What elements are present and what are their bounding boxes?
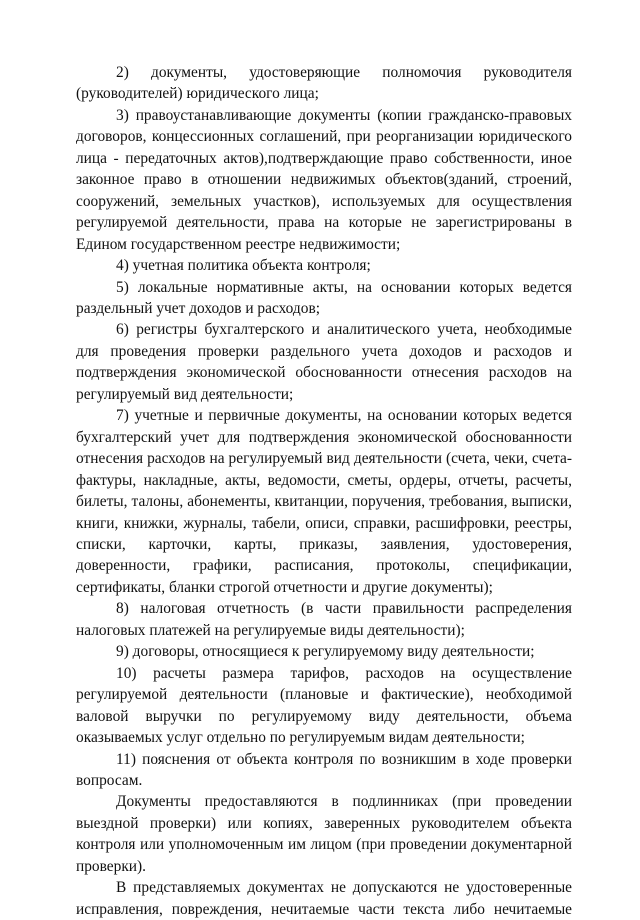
paragraph-item-11: 11) пояснения от объекта контроля по возникшим в ходе проверки вопросам.	[76, 750, 572, 789]
paragraph-item-2: 2) документы, удостоверяющие полномочия руководителя (руководителей) юридического лица;	[76, 64, 572, 103]
paragraph-item-3: 3) правоустанавливающие документы (копии гражданско-правовых договоров, концессионных соглашений, при реорганизации юридического лица - передаточных актов),подтверждающие право собственности, иное законное право в отношении недвижимых объектов(зданий, строений, сооружений, земельных участков), используемых для осуществления регулируемой деятельности, права на которые не зарегистрированы в Едином государственном реестре недвижимости;	[76, 106, 572, 253]
paragraph-item-4: 4) учетная политика объекта контроля;	[116, 257, 371, 275]
paragraph-item-6: 6) регистры бухгалтерского и аналитического учета, необходимые для проведения проверки раздельного учета доходов и расходов и подтверждения экономической обоснованности отнесения расходов на регулируемый вид деятельности;	[76, 321, 572, 403]
paragraph-item-9: 9) договоры, относящиеся к регулируемому виду деятельности;	[116, 643, 535, 661]
paragraph-item-10: 10) расчеты размера тарифов, расходов на осуществление регулируемой деятельности (плановые и фактические), необходимой валовой выручки по регулируемому виду деятельности, объема оказываемых услуг отдельно по регулируемым видам деятельности;	[76, 664, 572, 747]
paragraph-documents-provision: Документы предоставляются в подлинниках (при проведении выездной проверки) или копиях, заверенных руководителем объекта контроля или уполномоченным им лицом (при проведении документарной проверки).	[76, 793, 572, 875]
document-page	[76, 62, 572, 920]
paragraph-corrections-restriction: В представляемых документах не допускаются не удостоверенные исправления, повреждения, нечитаемые части текста либо нечитаемые	[76, 879, 572, 918]
paragraph-item-5: 5) локальные нормативные акты, на основании которых ведется раздельный учет доходов и расходов;	[76, 278, 572, 317]
paragraph-item-7: 7) учетные и первичные документы, на основании которых ведется бухгалтерский учет для подтверждения экономической обоснованности отнесения расходов на регулируемый вид деятельности (счета, чеки, счета-фактуры, накладные, акты, ведомости, сметы, ордеры, отчеты, расчеты, билеты, талоны, абонементы, квитанции, поручения, требования, выписки, книги, книжки, журналы, табели, описи, справки, расшифровки, реестры, списки, карточки, карты, приказы, заявления, удостоверения, доверенности, графики, расписания, протоколы, спецификации, сертификаты, бланки строгой отчетности и другие документы);	[76, 407, 572, 596]
paragraph-item-8: 8) налоговая отчетность (в части правильности распределения налоговых платежей на регулируемые виды деятельности);	[76, 600, 572, 639]
